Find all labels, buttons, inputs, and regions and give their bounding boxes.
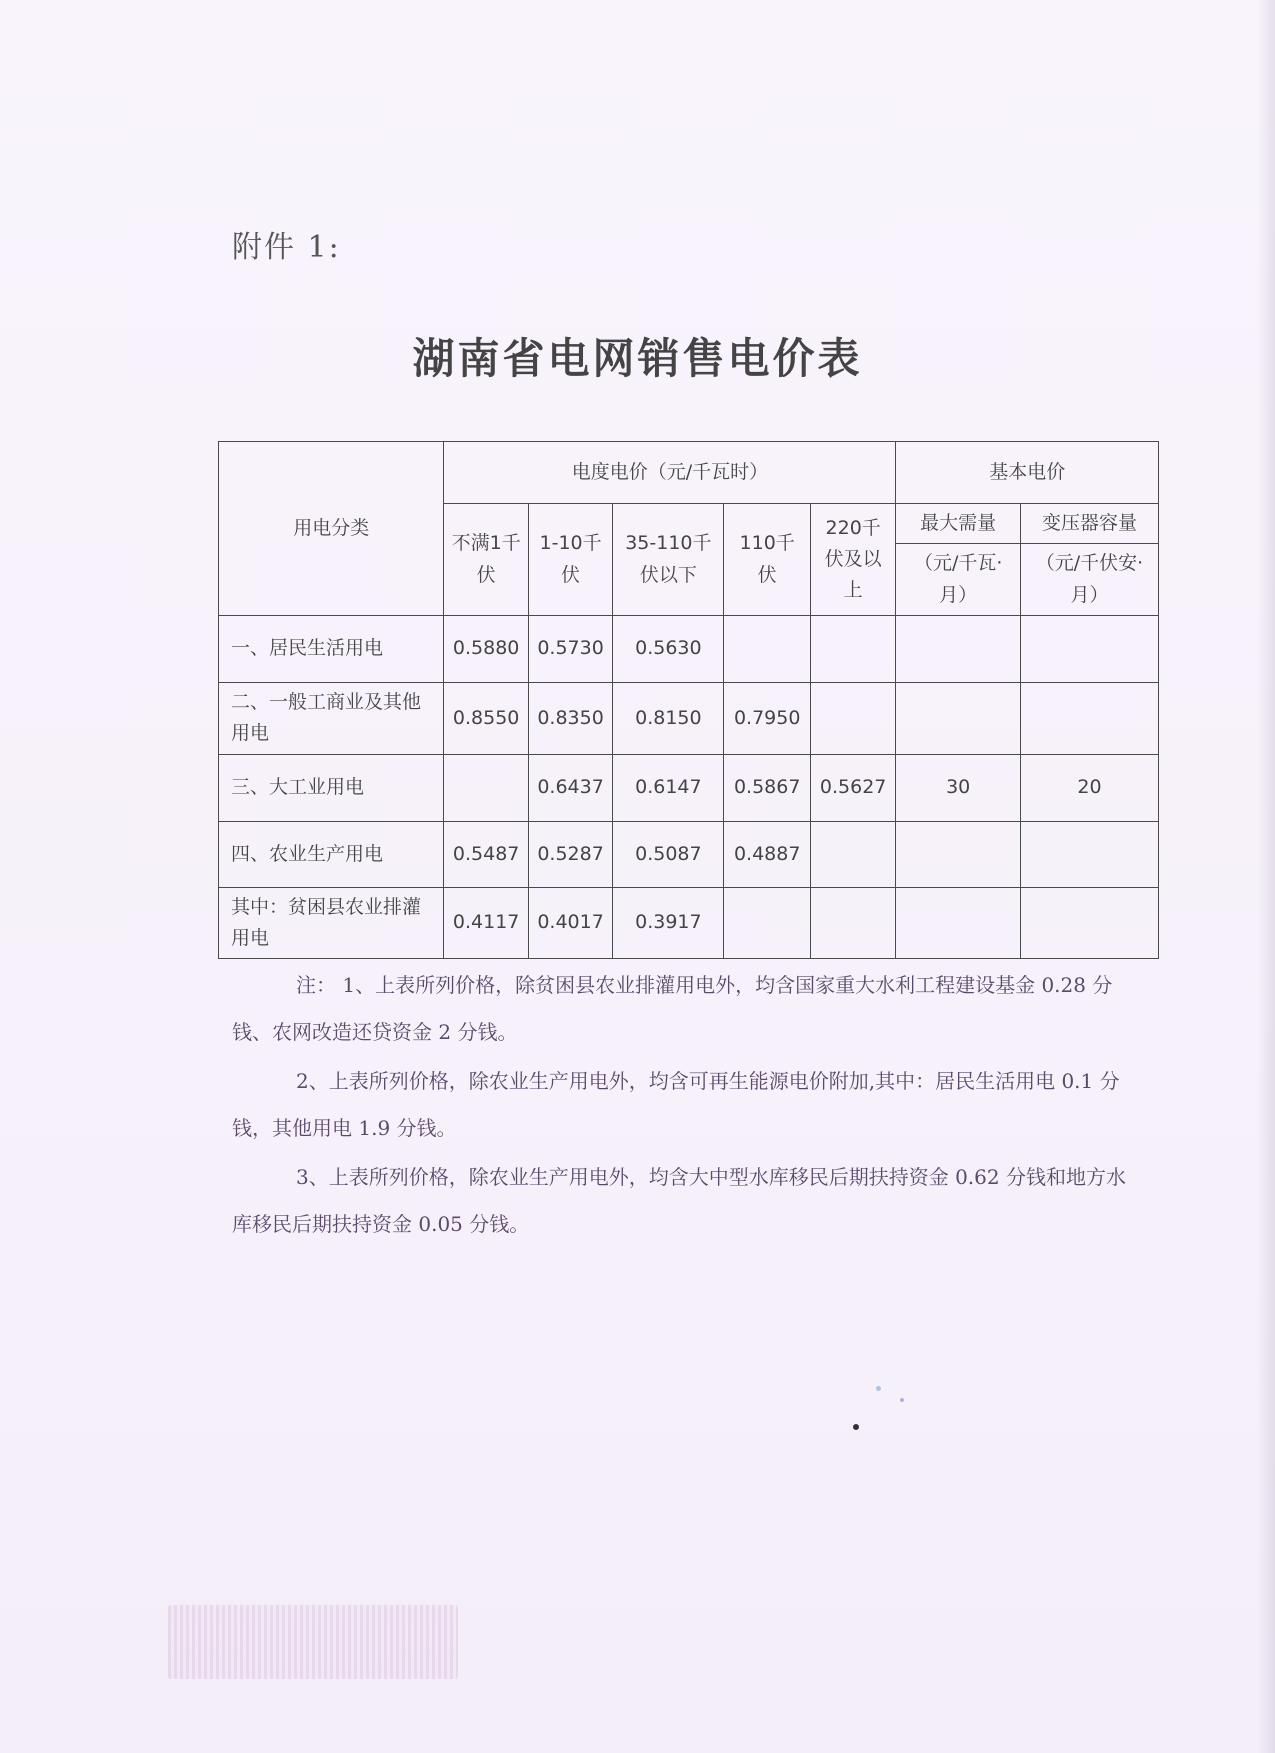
- table-cell: 0.8550: [444, 683, 528, 755]
- header-voltage-2: 35-110千伏以下: [613, 504, 724, 616]
- header-energy-price: 电度电价（元/千瓦时）: [444, 442, 896, 504]
- table-cell: [810, 887, 895, 959]
- table-cell: [810, 616, 895, 683]
- table-cell: [1020, 821, 1158, 887]
- table-row: [219, 887, 1159, 959]
- table-cell: [896, 683, 1021, 755]
- ink-speck: [876, 1386, 881, 1391]
- table-cell: [444, 754, 528, 821]
- header-voltage-4: 220千伏及以上: [810, 504, 895, 616]
- table-cell: [896, 616, 1021, 683]
- row-label: 二、一般工商业及其他用电: [219, 683, 444, 755]
- header-max-demand-unit: （元/千瓦·月）: [896, 544, 1021, 616]
- table-cell: 0.5627: [810, 754, 895, 821]
- header-basic-price: 基本电价: [896, 442, 1159, 504]
- note-1: 注： 1、上表所列价格，除贫困县农业排灌用电外，均含国家重大水利工程建设基金 0.28 分钱、农网改造还贷资金 2 分钱。: [232, 973, 1113, 1044]
- header-voltage-0: 不满1千伏: [444, 504, 528, 616]
- note-3: 3、上表所列价格，除农业生产用电外，均含大中型水库移民后期扶持资金 0.62 分钱和地方水库移民后期扶持资金 0.05 分钱。: [232, 1165, 1126, 1236]
- header-transformer-capacity: 变压器容量: [1020, 504, 1158, 544]
- table-cell: 0.5487: [444, 821, 528, 887]
- table-cell: 0.8150: [613, 683, 724, 755]
- header-category: 用电分类: [219, 442, 444, 616]
- table-cell: 0.4887: [724, 821, 810, 887]
- table-cell: 30: [896, 754, 1021, 821]
- table-cell: [1020, 683, 1158, 755]
- table-cell: [724, 887, 810, 959]
- table-cell: 0.3917: [613, 887, 724, 959]
- ink-speck: [853, 1424, 859, 1430]
- table-row: [219, 754, 1159, 821]
- table-row: [219, 683, 1159, 755]
- table-cell: 0.5867: [724, 754, 810, 821]
- table-cell: 0.8350: [528, 683, 612, 755]
- table-cell: 0.6437: [528, 754, 612, 821]
- notes-section: [232, 962, 1144, 1250]
- table-cell: 0.5880: [444, 616, 528, 683]
- faded-stamp-mark: [168, 1605, 458, 1679]
- row-label: 三、大工业用电: [219, 754, 444, 821]
- table-cell: 0.5287: [528, 821, 612, 887]
- header-voltage-3: 110千伏: [724, 504, 810, 616]
- table-cell: 0.4017: [528, 887, 612, 959]
- ink-speck: [900, 1398, 904, 1402]
- row-label: 一、居民生活用电: [219, 616, 444, 683]
- header-voltage-1: 1-10千伏: [528, 504, 612, 616]
- table-cell: 0.7950: [724, 683, 810, 755]
- table-cell: 0.6147: [613, 754, 724, 821]
- table-cell: 0.4117: [444, 887, 528, 959]
- note-2: 2、上表所列价格，除农业生产用电外，均含可再生能源电价附加,其中：居民生活用电 0.1 分钱，其他用电 1.9 分钱。: [232, 1069, 1120, 1140]
- scan-edge-shadow: [1257, 0, 1275, 1753]
- table-cell: 0.5087: [613, 821, 724, 887]
- table-cell: [896, 887, 1021, 959]
- header-max-demand: 最大需量: [896, 504, 1021, 544]
- table-cell: [724, 616, 810, 683]
- table-row: [219, 616, 1159, 683]
- table-cell: [896, 821, 1021, 887]
- table-cell: 0.5630: [613, 616, 724, 683]
- row-label: 其中：贫困县农业排灌用电: [219, 887, 444, 959]
- table-cell: 20: [1020, 754, 1158, 821]
- attachment-label: 附件 1:: [232, 230, 341, 265]
- table-cell: [810, 821, 895, 887]
- table-cell: [1020, 616, 1158, 683]
- table-cell: [1020, 887, 1158, 959]
- price-table: [218, 441, 1159, 959]
- header-transformer-capacity-unit: （元/千伏安·月）: [1020, 544, 1158, 616]
- row-label: 四、农业生产用电: [219, 821, 444, 887]
- table-cell: [810, 683, 895, 755]
- document-title: 湖南省电网销售电价表: [412, 334, 863, 383]
- table-cell: 0.5730: [528, 616, 612, 683]
- header-row-1: [219, 442, 1159, 504]
- table-row: [219, 821, 1159, 887]
